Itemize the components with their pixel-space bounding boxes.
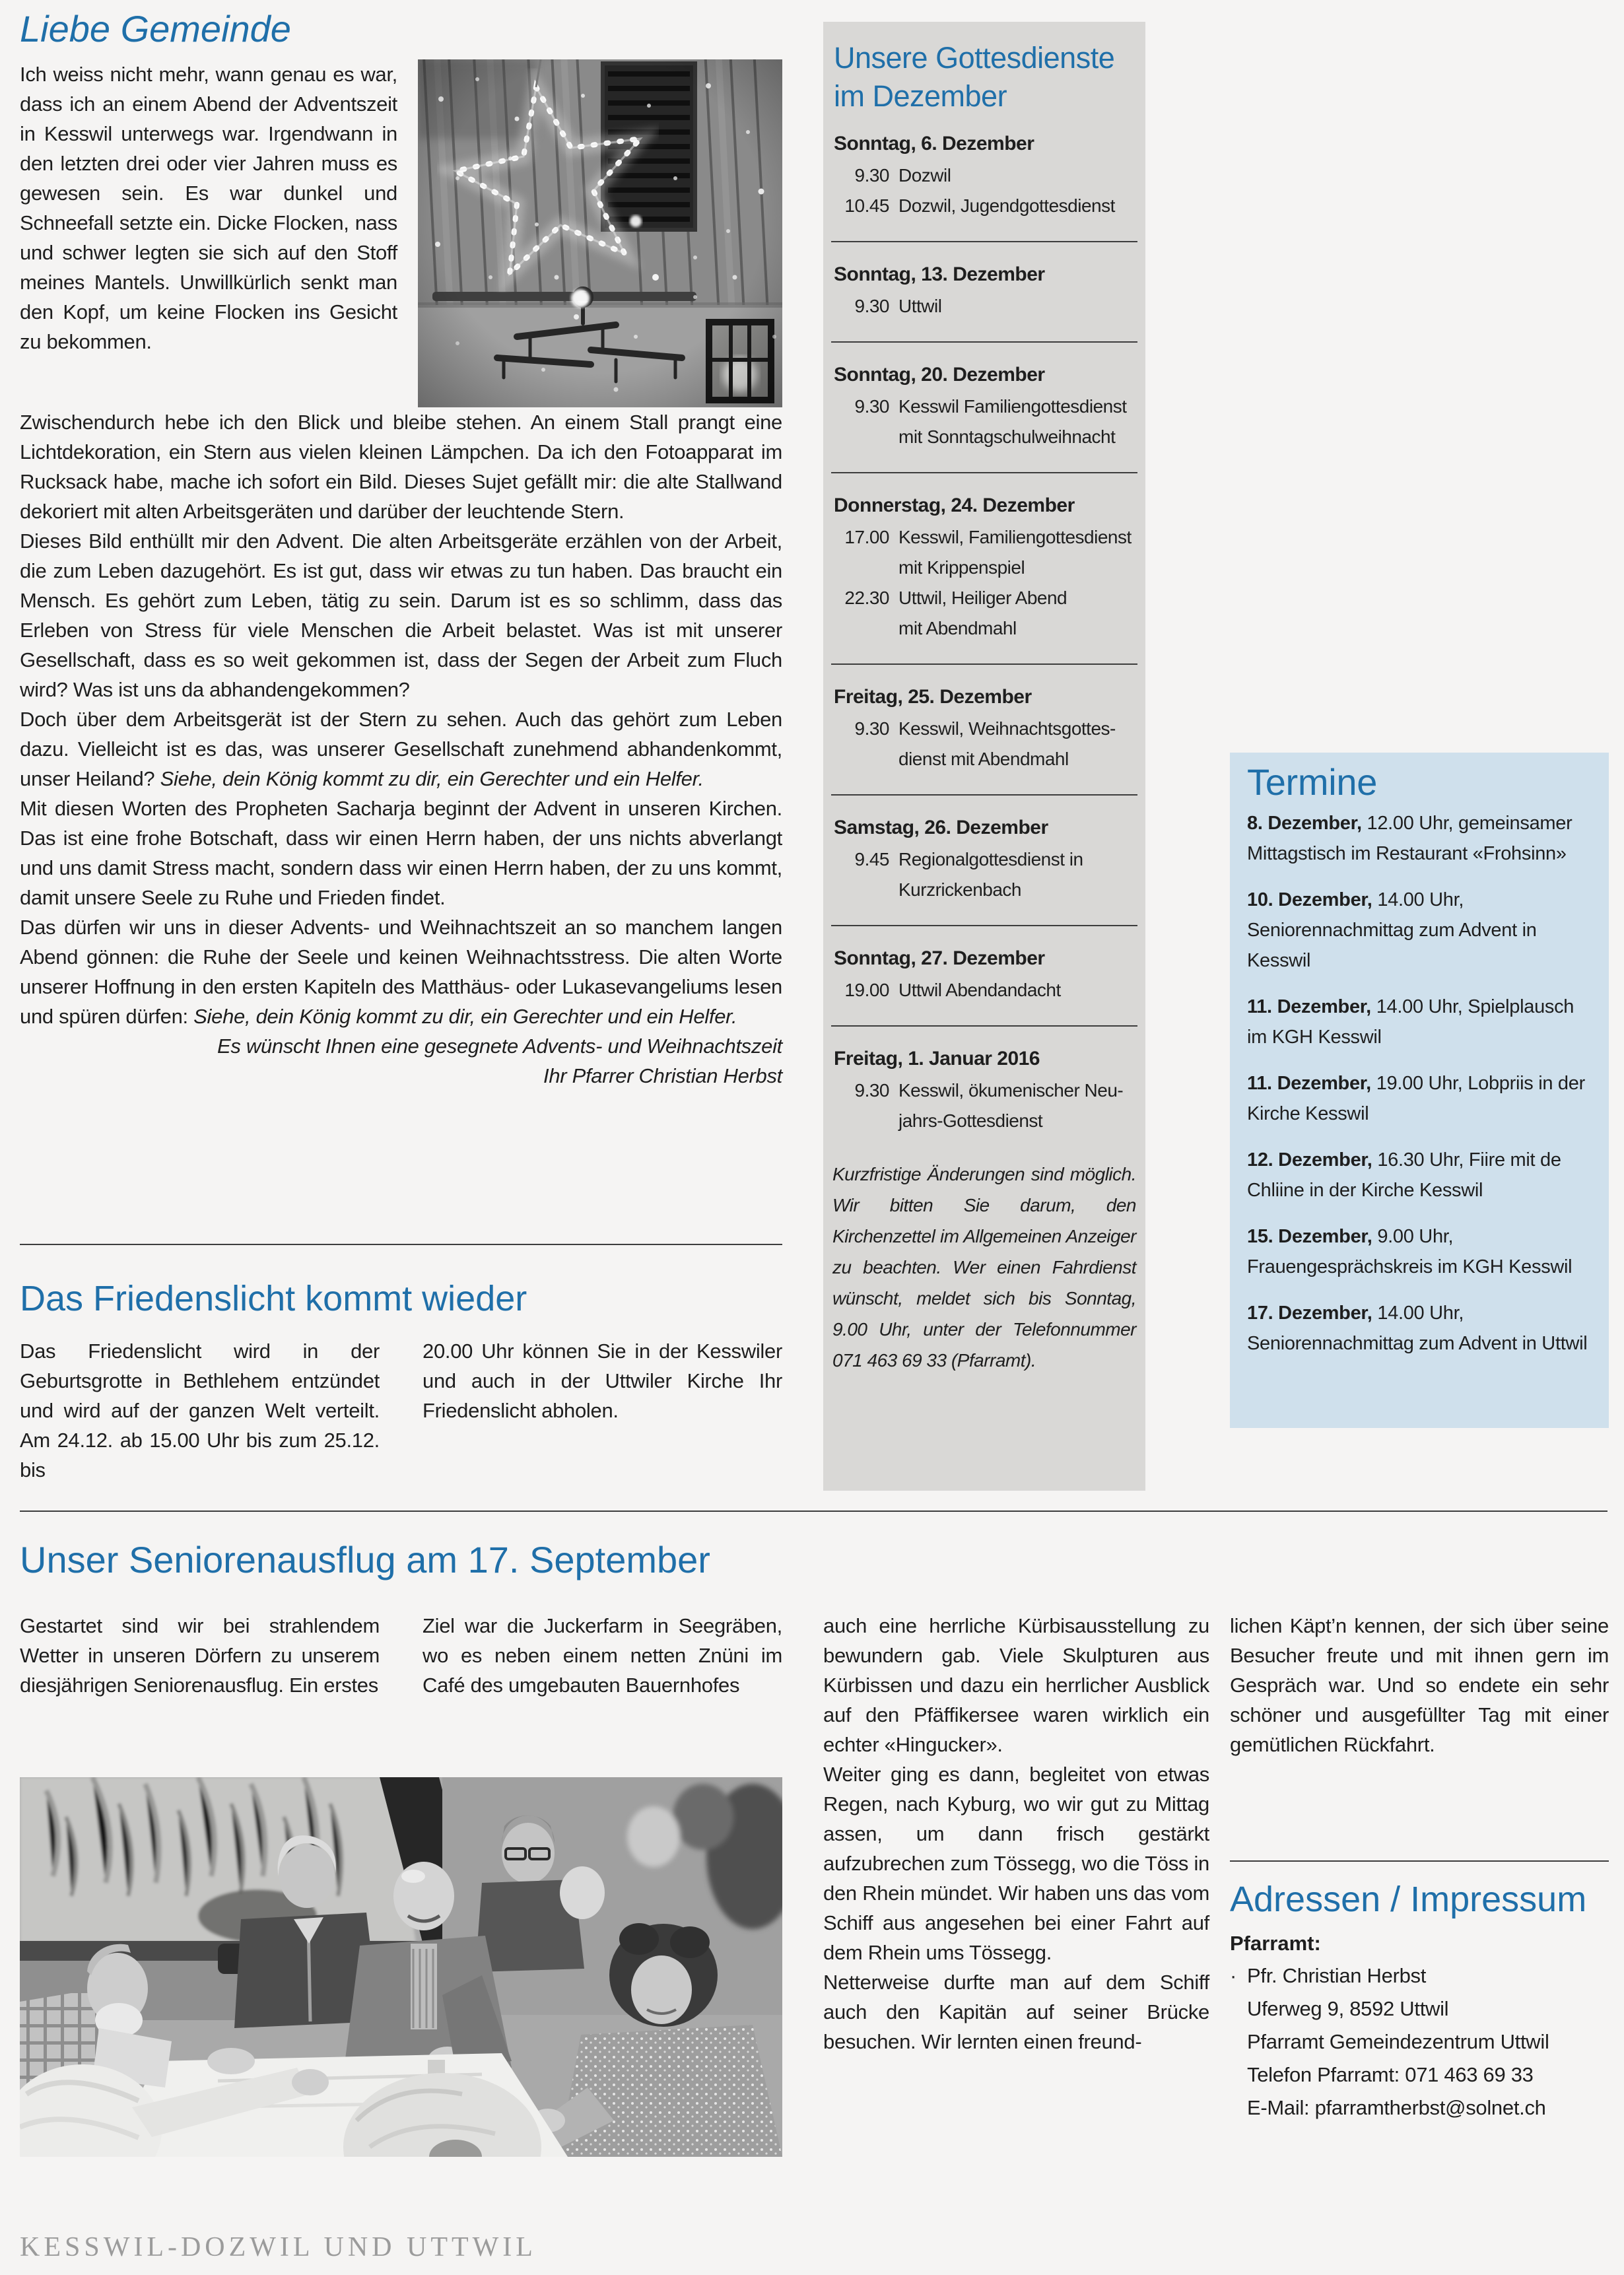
bullet-icon: · <box>1230 1964 1237 1987</box>
article-liebe-gemeinde <box>20 8 782 1091</box>
paragraph: 20.00 Uhr können Sie in der Kesswiler und auch in der Uttwiler Kirche Ihr Friedenslicht abholen. <box>423 1340 782 1422</box>
service-time <box>832 744 889 774</box>
termin-date: 15. Dezember, <box>1247 1226 1372 1247</box>
service-row <box>832 975 1136 1005</box>
service-entry <box>832 813 1136 905</box>
service-time: 10.45 <box>844 195 889 216</box>
divider <box>831 925 1137 926</box>
paragraph <box>20 912 782 1031</box>
paragraph: Weiter ging es dann, begleitet von etwas Regen, nach Kyburg, wo wir gut zu Mittag assen, um dann frisch gestärkt aufzubrechen zum Tössegg, wo die Töss in den Rhein mündet. Wir haben uns das vom Schiff aus angesehen bei einer Fahrt auf dem Rhein ums Tössegg. <box>823 1763 1209 1964</box>
service-row <box>832 1106 1136 1136</box>
bible-quote: Siehe, dein König kommt zu dir, ein Gerechter und ein Helfer. <box>160 767 704 790</box>
signoff-author: Ihr Pfarrer Christian Herbst <box>543 1064 782 1087</box>
paragraph: Gestartet sind wir bei strahlendem Wetter in unseren Dörfern zu unserem diesjährigen Seniorenausflug. Ein erstes <box>20 1614 380 1697</box>
service-text: jahrs-Gottesdienst <box>898 1110 1043 1131</box>
termin-item <box>1247 808 1592 869</box>
paragraph: Netterweise durfte man auf dem Schiff auch den Kapitän auf seiner Brücke besuchen. Wir lernten einen freund- <box>823 1971 1209 2053</box>
service-time: 9.30 <box>854 718 889 739</box>
paragraph <box>20 704 782 794</box>
service-day: Sonntag, 13. Dezember <box>834 263 1045 285</box>
termin-item <box>1247 1145 1592 1205</box>
service-entry <box>832 259 1136 322</box>
service-entry <box>832 943 1136 1005</box>
termin-item <box>1247 1068 1592 1129</box>
service-entry <box>832 491 1136 644</box>
group-photo-illustration <box>20 1777 782 2157</box>
service-text: mit Sonntagschulweihnacht <box>898 426 1116 447</box>
service-time: 9.45 <box>854 849 889 869</box>
divider <box>20 1244 782 1245</box>
termin-item <box>1247 1221 1592 1282</box>
service-day: Donnerstag, 24. Dezember <box>834 494 1075 516</box>
divider <box>831 472 1137 473</box>
seniorenausflug-col1 <box>20 1611 380 1700</box>
service-text: Kesswil, Weihnachtsgottes- <box>898 718 1116 739</box>
bible-quote: Siehe, dein König kommt zu dir, ein Gerechter und ein Helfer. <box>193 1005 737 1028</box>
seniors-group-photo <box>20 1777 782 2157</box>
service-time <box>832 613 889 644</box>
termine-box <box>1230 753 1609 1428</box>
termin-date: 11. Dezember, <box>1247 996 1371 1017</box>
impressum-name: Pfr. Christian Herbst <box>1247 1964 1427 1987</box>
service-row <box>832 391 1136 422</box>
star-photo-illustration <box>418 59 782 407</box>
service-time <box>832 875 889 905</box>
service-row <box>832 422 1136 452</box>
service-time: 9.30 <box>854 296 889 316</box>
paragraph-text: Das dürfen wir uns in dieser Advents- und Weihnachtszeit an so manchem langen Abend gönnen: die Ruhe der Seele und keinen Weihnachtsstress. Die alten Worte unserer Hoffnung in den ersten Kapiteln des Matthäus- oder Lukasevangeliums lesen und spüren dürfen: <box>20 916 782 1028</box>
service-row <box>832 875 1136 905</box>
impressum-title: Adressen / Impressum <box>1230 1880 1587 1919</box>
gottesdienste-box <box>823 22 1145 1491</box>
divider <box>831 663 1137 665</box>
service-row <box>832 613 1136 644</box>
intro-paragraph: Ich weiss nicht mehr, wann genau es war, dass ich an einem Abend der Adventszeit in Kesswil unterwegs war. Irgendwann in den letzten drei oder vier Jahren muss es gewesen sein. Es war dunkel und Schneefall setzte ein. Dicke Flocken, nass und schwer legten sie sich auf den Stoff meines Mantels. Unwillkürlich senkt man den Kopf, um keine Flocken ins Gesicht zu bekommen. <box>20 63 397 353</box>
seniorenausflug-col3 <box>823 1611 1209 2056</box>
divider <box>1230 1860 1609 1862</box>
termin-text: 9.00 Uhr, Frauengesprächskreis im KGH Kesswil <box>1247 1226 1573 1277</box>
termin-text: 14.00 Uhr, Seniorennachmittag zum Advent in Uttwil <box>1247 1303 1588 1354</box>
termin-text: 16.30 Uhr, Fiire mit de Chliine in der Kirche Kesswil <box>1247 1149 1561 1201</box>
service-text: Kesswil, Familiengottesdienst <box>898 527 1132 547</box>
termin-text: 14.00 Uhr, Spielplausch im KGH Kesswil <box>1247 996 1574 1048</box>
service-entry <box>832 129 1136 221</box>
service-row <box>832 291 1136 322</box>
service-row <box>832 191 1136 221</box>
paragraph-text: Doch über dem Arbeitsgerät ist der Stern zu sehen. Auch das gehört zum Leben dazu. Vielleicht ist es das, was unserer Gesellschaft zunehmend abhandenkommt, unser Heiland? <box>20 708 782 790</box>
service-time <box>832 422 889 452</box>
termin-date: 11. Dezember, <box>1247 1073 1371 1094</box>
impressum-line <box>1230 1959 1609 1992</box>
paragraph: Dieses Bild enthüllt mir den Advent. Die alten Arbeitsgeräte erzählen von der Arbeit, die zum Leben dazugehört. Es ist gut, dass wir etwas zu tun haben. Das braucht ein Mensch. Es gehört zum Leben, tätig zu sein. Darum ist es so schlimm, dass das Erleben von Stress für viele Menschen die Arbeit belastet. Was ist mit unserer Gesellschaft, dass es so weit gekommen ist, dass der Segen der Arbeit zum Fluch wird? Was ist uns da abhandengekommen? <box>20 529 782 701</box>
service-row <box>832 844 1136 875</box>
article-title: Liebe Gemeinde <box>20 8 291 50</box>
article-intro-column <box>20 59 397 357</box>
article-body <box>20 407 782 1091</box>
service-text: Dozwil <box>898 165 951 186</box>
service-row <box>832 583 1136 613</box>
service-day: Freitag, 1. Januar 2016 <box>834 1048 1040 1070</box>
termin-text: 12.00 Uhr, gemeinsamer Mittagstisch im Restaurant «Frohsinn» <box>1247 813 1573 864</box>
service-text: mit Krippenspiel <box>898 557 1025 578</box>
termin-text: 19.00 Uhr, Lobpriis in der Kirche Kesswil <box>1247 1073 1585 1124</box>
divider <box>831 341 1137 343</box>
service-time: 9.30 <box>854 396 889 417</box>
paragraph: Das Friedenslicht wird in der Geburtsgrotte in Bethlehem entzündet und wird auf der ganzen Welt verteilt. Am 24.12. ab 15.00 Uhr bis zum 25.12. bis <box>20 1340 380 1481</box>
service-time: 22.30 <box>844 588 889 608</box>
service-time: 9.30 <box>854 165 889 186</box>
service-time <box>832 1106 889 1136</box>
termin-date: 17. Dezember, <box>1247 1303 1372 1324</box>
service-text: mit Abendmahl <box>898 618 1017 638</box>
service-day: Sonntag, 27. Dezember <box>834 947 1045 969</box>
seniorenausflug-title: Unser Seniorenausflug am 17. September <box>20 1539 710 1580</box>
paragraph: Ziel war die Juckerfarm in Seegräben, wo es neben einem netten Znüni im Café des umgebauten Bauernhofes <box>423 1614 782 1697</box>
termin-item <box>1247 885 1592 976</box>
termin-item <box>1247 1298 1592 1359</box>
seniorenausflug-col2 <box>423 1611 782 1700</box>
signoff-wish: Es wünscht Ihnen eine gesegnete Advents- und Weihnachtszeit <box>217 1035 782 1058</box>
service-row <box>832 1075 1136 1106</box>
divider <box>831 794 1137 796</box>
service-text: Regionalgottesdienst in <box>898 849 1083 869</box>
service-row <box>832 714 1136 744</box>
friedenslicht-col2 <box>423 1336 782 1485</box>
service-entry <box>832 682 1136 774</box>
article-friedenslicht <box>20 1278 782 1485</box>
paragraph: auch eine herrliche Kürbisausstellung zu bewundern gab. Viele Skulpturen aus Kürbissen und dazu ein herrlicher Ausblick auf den Pfäffikersee waren wirklich ein echter «Hingucker». <box>823 1614 1209 1756</box>
divider <box>831 1025 1137 1027</box>
service-row <box>832 160 1136 191</box>
star-on-barn-photo <box>418 59 782 407</box>
gottesdienste-title: Unsere Gottesdienste im Dezember <box>834 41 1115 113</box>
paragraph: lichen Käpt’n kennen, der sich über seine Besucher freute und mit ihnen gern im Gespräch war. Und so endete ein sehr schöner und ausgefüllter Tag mit einer gemütlichen Rückfahrt. <box>1230 1614 1609 1756</box>
service-day: Sonntag, 20. Dezember <box>834 364 1045 386</box>
termin-text: 14.00 Uhr, Seniorennachmittag zum Advent in Kesswil <box>1247 889 1537 971</box>
service-row <box>832 744 1136 774</box>
service-day: Samstag, 26. Dezember <box>834 817 1048 838</box>
seniorenausflug-col4 <box>1230 1611 1609 1759</box>
gottesdienste-note: Kurzfristige Änderungen sind möglich. Wir bitten Sie darum, den Kirchenzettel im Allgemeinen Anzeiger zu beachten. Wer einen Fahrdienst wünscht, meldet sich bis Sonntag, 9.00 Uhr, unter der Telefonnummer 071 463 69 33 (Pfarramt). <box>832 1164 1136 1371</box>
service-text: Dozwil, Jugendgottesdienst <box>898 195 1115 216</box>
service-time: 19.00 <box>844 980 889 1000</box>
termin-date: 12. Dezember, <box>1247 1149 1372 1171</box>
article-title: Das Friedenslicht kommt wieder <box>20 1279 527 1318</box>
service-text: Uttwil Abendandacht <box>898 980 1061 1000</box>
impressum-subtitle: Pfarramt: <box>1230 1932 1321 1955</box>
divider <box>20 1511 1607 1512</box>
service-time: 17.00 <box>844 527 889 547</box>
service-row <box>832 522 1136 553</box>
service-text: Kesswil Familiengottesdienst <box>898 396 1127 417</box>
paragraph: Zwischendurch hebe ich den Blick und bleibe stehen. An einem Stall prangt eine Lichtdekoration, ein Stern aus vielen kleinen Lämpchen. Da ich den Fotoapparat im Rucksack habe, mache ich sofort ein Bild. Dieses Sujet gefällt mir: die alte Stallwand dekoriert mit alten Arbeitsgeräten und darüber der leuchtende Stern. <box>20 411 782 523</box>
termin-date: 10. Dezember, <box>1247 889 1372 910</box>
service-entry <box>832 360 1136 452</box>
service-entry <box>832 1044 1136 1136</box>
service-text: Kurzrickenbach <box>898 879 1021 900</box>
impressum <box>1230 1879 1609 2124</box>
friedenslicht-col1 <box>20 1336 380 1485</box>
service-day: Freitag, 25. Dezember <box>834 686 1032 708</box>
impressum-line: Pfarramt Gemeindezentrum Uttwil <box>1247 2030 1549 2053</box>
service-day: Sonntag, 6. Dezember <box>834 133 1034 154</box>
paragraph: Mit diesen Worten des Propheten Sacharja beginnt der Advent in unseren Kirchen. Das ist eine frohe Botschaft, dass wir einen Herrn haben, der uns nichts abverlangt und uns damit Stress macht, sondern dass wir einen Herrn haben, der zu uns kommt, damit unsere Seele zu Ruhe und Frieden findet. <box>20 797 782 909</box>
article-top-row <box>20 59 782 407</box>
service-text: dienst mit Abendmahl <box>898 749 1069 769</box>
impressum-email: E-Mail: pfarramtherbst@solnet.ch <box>1247 2096 1546 2119</box>
service-time <box>832 553 889 583</box>
service-time: 9.30 <box>854 1080 889 1101</box>
termine-title: Termine <box>1247 761 1378 803</box>
impressum-line: Telefon Pfarramt: 071 463 69 33 <box>1247 2063 1534 2086</box>
termin-item <box>1247 992 1592 1052</box>
service-text: Uttwil, Heiliger Abend <box>898 588 1067 608</box>
service-text: Kesswil, ökumenischer Neu- <box>898 1080 1124 1101</box>
impressum-line: Uferweg 9, 8592 Uttwil <box>1247 1997 1449 2020</box>
service-text: Uttwil <box>898 296 942 316</box>
termin-date: 8. Dezember, <box>1247 813 1362 834</box>
footer-region-title: KESSWIL-DOZWIL UND UTTWIL <box>20 2232 537 2262</box>
divider <box>831 241 1137 242</box>
service-row <box>832 553 1136 583</box>
